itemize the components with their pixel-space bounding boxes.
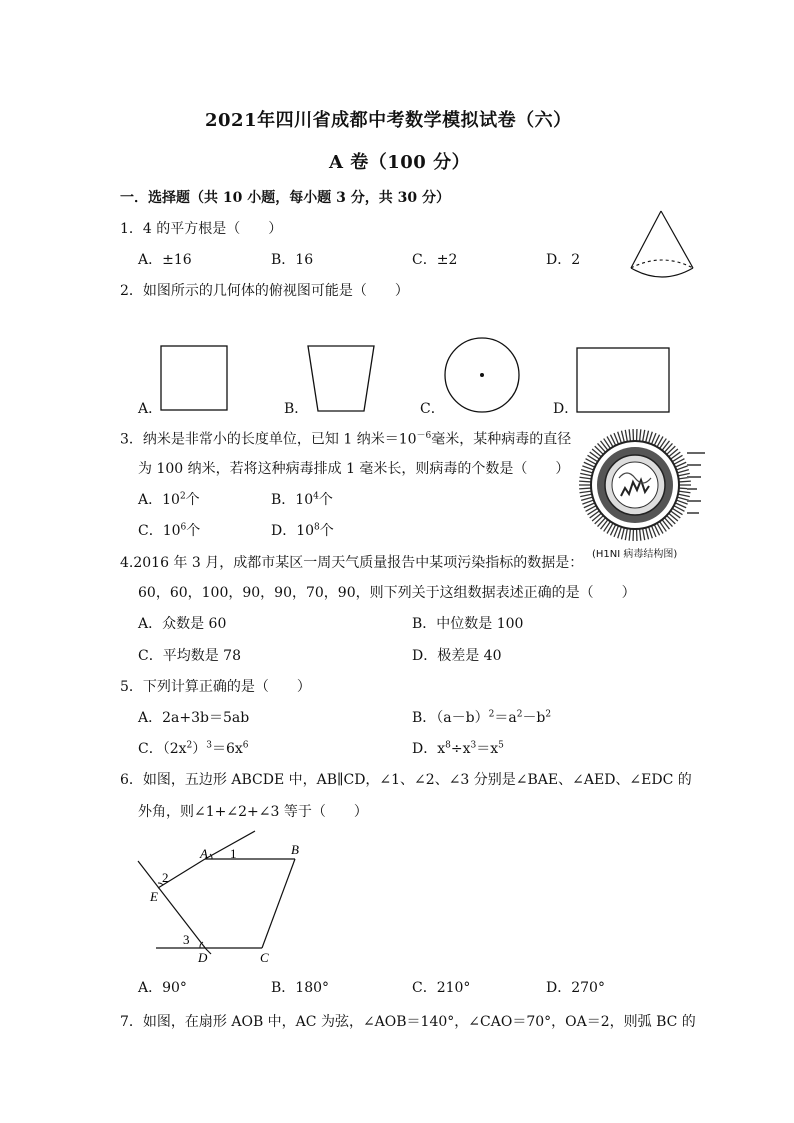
question-3-line-1 (120, 428, 571, 449)
question-2-option-c: C． (420, 401, 445, 417)
pentagon-figure (130, 828, 320, 968)
question-3-option-a: A．$10^2$个 (138, 491, 200, 508)
question-1-option-d: D．2 (546, 252, 581, 268)
angle-3-label: 3 (183, 932, 190, 947)
question-1-option-a: A．±16 (138, 252, 192, 268)
question-1-option-c: C．±2 (412, 252, 458, 268)
vertex-c-label: C (260, 950, 269, 965)
question-2-option-b: B． (284, 401, 309, 417)
question-1-stem: 1．4 的平方根是（ ） (120, 221, 283, 237)
question-4-option-a: A．众数是 60 (138, 616, 227, 632)
question-3-option-b: B．$10^4$个 (271, 491, 333, 508)
option-a-square-shape (160, 345, 230, 413)
question-5-option-b: B．$(a-b)^2=a^2-b^2$ (412, 709, 552, 726)
question-1-option-b: B．16 (271, 252, 314, 268)
question-4-option-b: B．中位数是 100 (412, 616, 524, 632)
question-3-line-1-tail: 毫米，某种病毒的直径 (431, 431, 572, 448)
page-title: 2021年四川省成都中考数学模拟试卷（六） (205, 110, 572, 131)
question-4-line-1: 4.2016 年 3 月，成都市某区一周天气质量报告中某项污染指标的数据是： (120, 555, 584, 571)
question-4-line-2: 60，60，100，90，90，70，90，则下列关于这组数据表述正确的是（ ） (138, 585, 636, 601)
question-6-line-1: 6．如图，五边形 ABCDE 中，AB∥CD，∠1、∠2、∠3 分别是∠BAE、∠AED、∠EDC 的 (120, 772, 692, 788)
question-6-option-d: D．270° (546, 980, 605, 996)
question-6-option-b: B．180° (271, 980, 330, 996)
vertex-e-label: E (150, 889, 158, 904)
vertex-d-label: D (198, 950, 208, 965)
virus-structure-figure (573, 430, 723, 548)
question-2-option-a: A． (138, 401, 163, 417)
angle-2-label: 2 (162, 870, 169, 885)
question-3-option-c: C．$10^6$个 (138, 522, 201, 539)
question-7-line-1: 7．如图，在扇形 AOB 中，AC 为弦，∠AOB＝140°，∠CAO＝70°，OA＝2，则弧 BC 的 (120, 1014, 696, 1030)
question-5-option-c: C．$(2x^2)^3=6x^6$ (138, 740, 249, 757)
question-2-option-d: D． (553, 401, 579, 417)
question-6-line-2: 外角，则∠1+∠2+∠3 等于（ ） (138, 804, 368, 820)
question-3-line-1-text: 3．纳米是非常小的长度单位，已知 1 纳米＝10 (120, 431, 417, 448)
question-3-exponent: －6 (416, 431, 432, 441)
option-b-trapezoid-shape (306, 344, 376, 414)
question-3-line-2: 为 100 纳米，若将这种病毒排成 1 毫米长，则病毒的个数是（ ） (138, 461, 570, 477)
question-5-option-d: D．$x^8\div x^3=x^5$ (412, 740, 504, 757)
question-5-option-a: A．2a+3b＝5ab (138, 710, 250, 726)
question-4-option-c: C．平均数是 78 (138, 648, 241, 664)
option-d-rectangle-shape (576, 347, 672, 415)
section-heading: 一．选择题（共 10 小题，每小题 3 分，共 30 分） (120, 190, 450, 206)
question-4-option-d: D．极差是 40 (412, 648, 502, 664)
question-6-option-a: A．90° (138, 980, 187, 996)
question-2-stem: 2．如图所示的几何体的俯视图可能是（ ） (120, 283, 409, 299)
question-3-option-d: D．$10^8$个 (271, 522, 334, 539)
question-5-stem: 5．下列计算正确的是（ ） (120, 679, 311, 695)
page-subtitle: A 卷（100 分） (329, 152, 471, 173)
virus-figure-caption: (H1NI 病毒结构图) (592, 549, 678, 560)
question-6-option-c: C．210° (412, 980, 471, 996)
vertex-a-label: A (200, 846, 208, 861)
vertex-b-label: B (291, 842, 299, 857)
cone-figure (625, 208, 705, 286)
option-c-circle-shape (443, 336, 523, 416)
angle-1-label: 1 (230, 846, 237, 861)
